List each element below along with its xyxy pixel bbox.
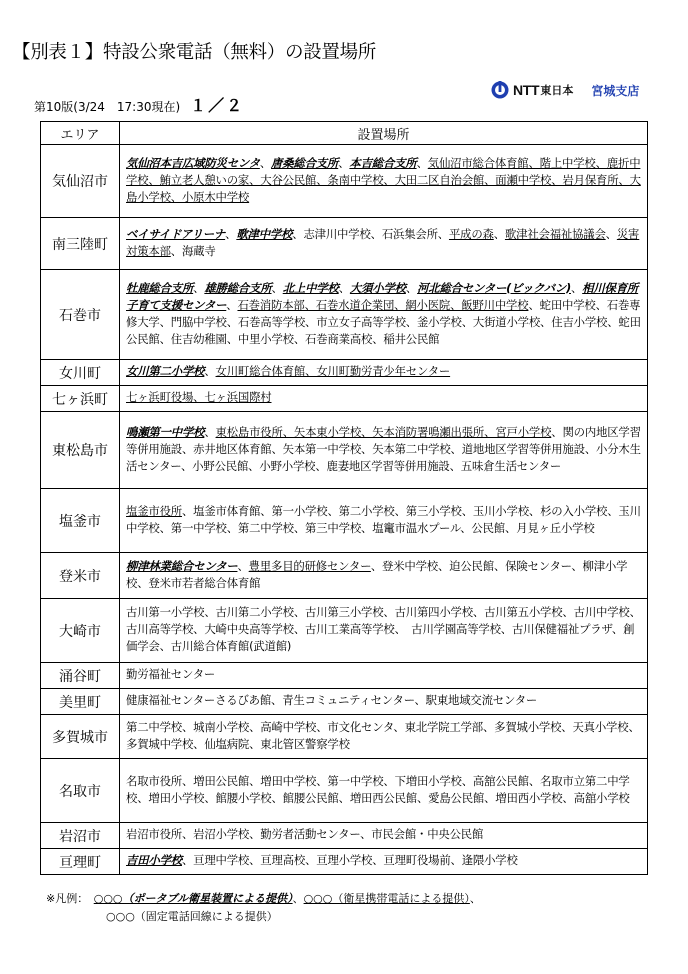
place-text: 、 [416,155,428,170]
place-text: 北上中学校 [282,280,339,295]
legend-line-2 [46,908,481,926]
table-row [41,553,648,599]
place-text: 本吉総合支所 [349,155,417,170]
place-text: 古川第一小学校、古川第二小学校、古川第三小学校、古川第四小学校、古川第五小学校、古川中学校、古川高等学校、大崎中央高等学校、古川工業高等学校、 古川学園高等学校、古川保健福祉プラザ、創価学会、古川総合体育館(武道館) [126,605,641,653]
table-body [41,145,648,875]
place-text: 河北総合センター(ビックバン) [417,280,571,295]
place-text: 唐桑総合支所 [271,155,339,170]
area-cell: 岩沼市 [41,823,120,849]
branch-name: 宮城支店 [591,83,640,98]
place-text: 健康福祉センターさるびあ館、青生コミュニティセンター、駅東地域交流センター [126,693,538,707]
place-text: 歌津社会福祉協議会 [504,226,606,241]
ntt-logo [490,79,639,101]
header-places: 設置場所 [120,122,648,145]
legend [46,890,481,926]
place-text: 、蛇田中学校、石巻専修大学、門脇中学校、石巻高等学校、市立女子高等学校、釜小学校、大街道小学校、住吉小学校、蛇田公民館、住吉幼稚園、中里小学校、石巻商業高校、稲井公民館 [126,297,641,346]
place-text: 雄勝総合支所 [204,280,272,295]
place-text: 、 [405,280,418,295]
table-row [41,849,648,875]
area-cell: 南三陸町 [41,218,120,270]
place-text: 、 [193,280,205,295]
area-cell: 気仙沼市 [41,145,120,218]
place-text: 平成の森 [448,226,494,241]
ntt-east-text: 東日本 [540,84,574,97]
place-text: 岩沼市役所、岩沼小学校、勤労者活動センター、市民会館・中央公民館 [126,827,484,841]
table-row [41,759,648,823]
places-cell [120,218,648,270]
place-text: 勤労福祉センター [126,667,216,681]
legend-fixed-line: ○○○（固定電話回線による提供） [106,910,278,923]
page-number: １／２ [190,96,245,115]
table-row [41,663,648,689]
place-text: 第二中学校、城南小学校、高崎中学校、市文化センタ、東北学院工学部、多賀城小学校、天真小学校、多賀城中学校、仙塩病院、東北管区警察学校 [126,719,640,751]
place-text: 女川第二小学校 [126,364,205,378]
table-row [41,218,648,270]
place-text: 災害対策本部 [126,226,640,258]
place-text: 、 [204,364,216,378]
places-cell [120,759,648,823]
place-text: 、塩釜市体育館、第一小学校、第二小学校、第三小学校、玉川小学校、杉の入小学校、玉川中学校、第一中学校、第二中学校、第三中学校、塩竃市温水プール、公民館、月見ヶ丘小学校 [126,503,641,535]
place-text: 七ヶ浜町役場、七ヶ浜国際村 [126,390,272,404]
legend-line-1 [46,890,481,908]
version-info [34,93,244,116]
places-cell [120,715,648,759]
table-row [41,599,648,663]
place-text: 塩釜市役所 [126,503,182,518]
table-row [41,689,648,715]
place-text: 豊里多目的研修センター [248,558,371,573]
legend-satellite-phone: ○○○（衛星携帯電話による提供） [303,892,470,905]
area-cell: 登米市 [41,553,120,599]
page-title: 【別表１】特設公衆電話（無料）の設置場所 [12,42,377,63]
places-cell [120,849,648,875]
place-text: 鳴瀬第一中学校 [126,424,205,439]
table-row [41,823,648,849]
ntt-text: NTT [513,82,540,98]
places-cell [120,145,648,218]
place-text: 、 [338,155,350,170]
place-text: 気仙沼本吉広域防災センタ [126,155,260,170]
version-text: 第10版(3/24 17:30現在) [34,100,181,114]
table-row [41,412,648,489]
places-cell [120,823,648,849]
place-text: 名取市役所、増田公民館、増田中学校、第一中学校、下増田小学校、高舘公民館、名取市立第二中学校、増田小学校、館腰小学校、館腰公民館、増田西公民館、愛島公民館、増田西小学校、高舘小学校 [126,773,630,805]
place-text: 、 [271,280,283,295]
header-area: エリア [41,122,120,145]
places-cell [120,386,648,412]
places-cell [120,553,648,599]
area-cell: 美里町 [41,689,120,715]
area-cell: 大崎市 [41,599,120,663]
ntt-logo-icon [490,80,510,100]
place-text: 相川保育所子育て支援センター [126,280,639,312]
table-row [41,145,648,218]
place-text: ベイサイドアリーナ [126,226,226,241]
area-cell: 名取市 [41,759,120,823]
area-cell: 女川町 [41,360,120,386]
area-cell: 石巻市 [41,270,120,360]
place-text: 、 [225,226,237,241]
area-cell: 亘理町 [41,849,120,875]
table-row [41,715,648,759]
place-text: 吉田小学校 [126,853,182,867]
area-cell: 涌谷町 [41,663,120,689]
place-text: 、登米中学校、迫公民館、保険センター、柳津小学校、登米市若者総合体育館 [126,558,628,590]
place-text: 柳津林業総合センター [126,558,238,573]
place-text: 牡鹿総合支所 [126,280,194,295]
places-cell [120,599,648,663]
place-text: 、関の内地区学習等併用施設、赤井地区体育館、矢本第一中学校、矢本第二中学校、道地地区学習等併用施設、小分木生活センター、小野公民館、小野小学校、鹿妻地区学習等併用施設、五味倉生活センター [126,424,641,473]
area-cell: 塩釜市 [41,489,120,553]
table-row [41,386,648,412]
table-row [41,360,648,386]
places-cell [120,270,648,360]
places-cell [120,412,648,489]
legend-prefix: ※凡例： [46,892,83,905]
place-text: 、 [338,280,350,295]
place-text: 、 [605,226,617,241]
legend-separator: 、 [469,892,481,905]
places-cell [120,360,648,386]
table-row [41,489,648,553]
place-text: 東松島市役所、矢本東小学校、矢本消防署鳴瀬出張所、宮戸小学校 [215,424,552,439]
table-row [41,270,648,360]
places-cell [120,689,648,715]
place-text: 、 [204,424,216,439]
place-text: 、 [237,558,249,573]
place-text: 、 [259,155,272,170]
area-cell: 七ヶ浜町 [41,386,120,412]
place-text: 、 [226,297,238,312]
place-text: 、 [493,226,505,241]
table-header-row [41,122,648,145]
place-text: 気仙沼市総合体育館、階上中学校、鹿折中学校、鮪立老人憩いの家、大谷公民館、条南中学校、大田二区自治会館、面瀬中学校、岩月保育所、大島小学校、小原木中学校 [126,155,641,204]
legend-separator: 、 [292,892,304,905]
area-cell: 多賀城市 [41,715,120,759]
installation-table [40,121,648,875]
places-cell [120,489,648,553]
place-text: 、海蔵寺 [170,243,216,258]
place-text: 大須小学校 [349,280,406,295]
place-text: 、 [570,280,583,295]
place-text: 、亘理中学校、亘理高校、亘理小学校、亘理町役場前、逢隈小学校 [181,853,518,867]
place-text: 、志津川中学校、石浜集会所、 [292,226,449,241]
place-text: 歌津中学校 [236,226,293,241]
area-cell: 東松島市 [41,412,120,489]
place-text: 女川町総合体育館、女川町勤労青少年センター [215,364,451,378]
places-cell [120,663,648,689]
legend-portable-satellite: ○○○（ポータブル衛星装置による提供） [93,892,293,905]
place-text: 石巻消防本部、石巻水道企業団、網小医院、飯野川中学校 [237,297,529,312]
